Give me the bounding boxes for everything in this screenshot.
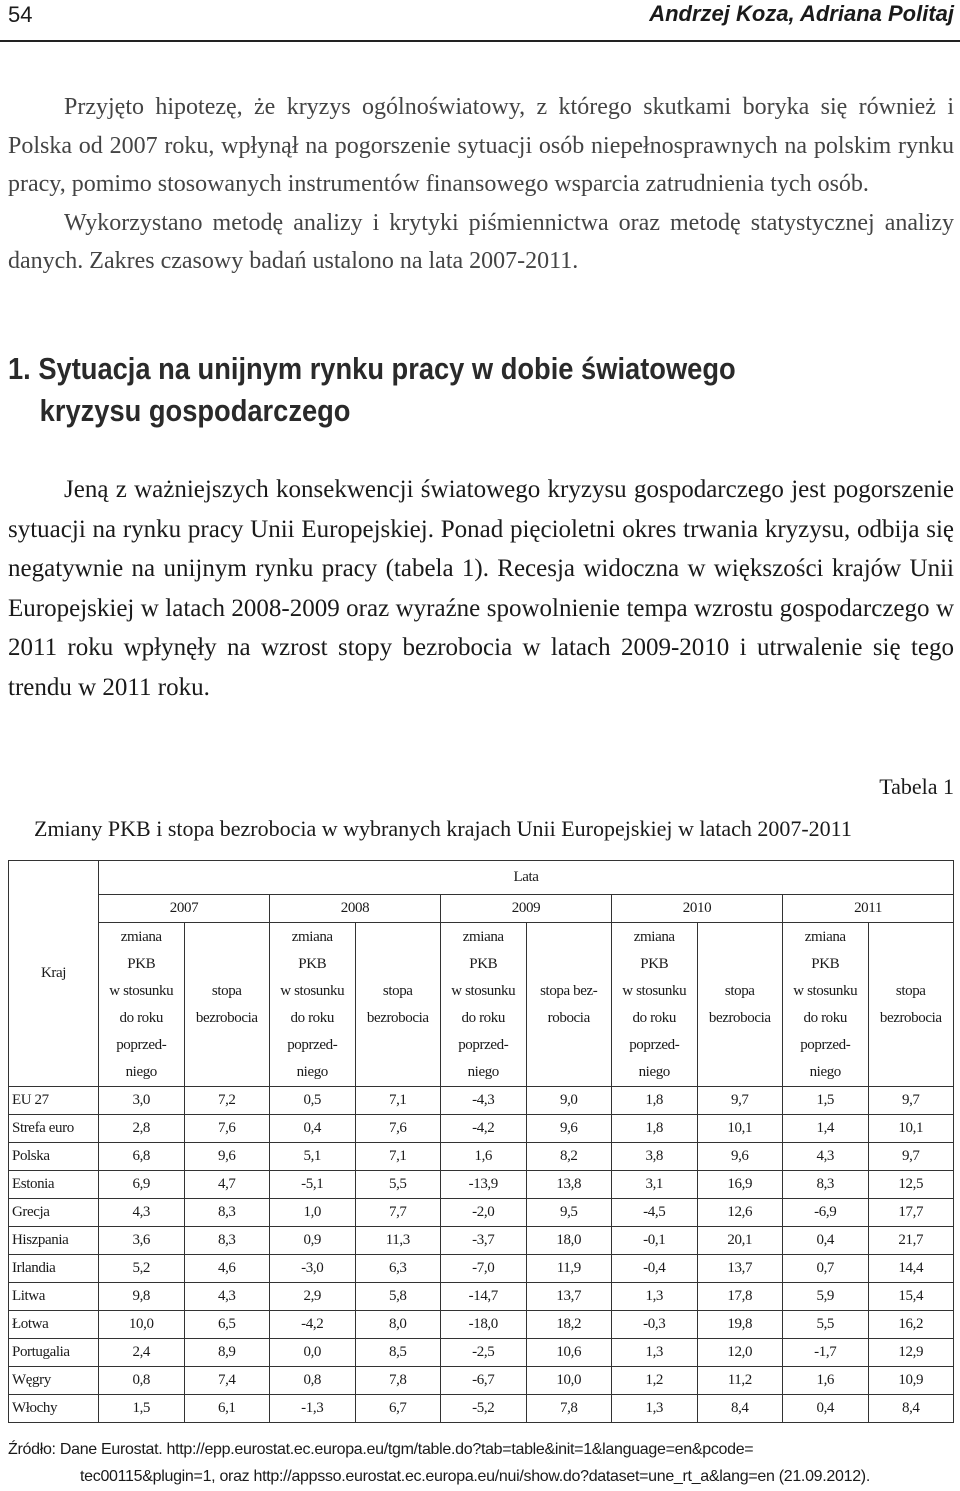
source-line-1: Źródło: Dane Eurostat. http://epp.eurostat.ec.europa.eu/tgm/table.do?tab=table&init=1&language=en&pcode=: [8, 1441, 754, 1458]
unemployment-rate-cell: 13,8: [526, 1171, 612, 1199]
pkb-change-cell: -0,4: [612, 1255, 698, 1283]
pkb-change-cell: 3,0: [99, 1087, 185, 1115]
subheader-stopa-line: stopa: [382, 982, 413, 999]
column-header-lata: Lata: [99, 861, 954, 895]
pkb-change-cell: 5,5: [783, 1311, 869, 1339]
header-rule: [0, 40, 960, 42]
unemployment-rate-cell: 9,7: [868, 1087, 954, 1115]
source-note: [8, 1436, 956, 1490]
unemployment-rate-cell: 11,3: [355, 1227, 441, 1255]
subheader-pkb-change: [783, 923, 869, 1087]
unemployment-rate-cell: 7,6: [355, 1115, 441, 1143]
pkb-change-cell: -3,7: [441, 1227, 527, 1255]
year-header: 2011: [783, 895, 954, 923]
country-cell: EU 27: [9, 1087, 99, 1115]
table-row: [9, 1339, 954, 1367]
subheader-pkb-line: poprzed-: [287, 1036, 338, 1053]
year-header: 2007: [99, 895, 270, 923]
unemployment-rate-cell: 8,0: [355, 1311, 441, 1339]
table-label: Tabela 1: [879, 774, 954, 799]
pkb-change-cell: 1,8: [612, 1115, 698, 1143]
subheader-pkb-change: [270, 923, 356, 1087]
unemployment-rate-cell: 17,7: [868, 1199, 954, 1227]
pkb-change-cell: 0,5: [270, 1087, 356, 1115]
unemployment-rate-cell: 7,1: [355, 1143, 441, 1171]
pkb-change-cell: 3,8: [612, 1143, 698, 1171]
unemployment-rate-cell: 12,6: [697, 1199, 783, 1227]
unemployment-rate-cell: 6,1: [184, 1395, 270, 1423]
unemployment-rate-cell: 9,5: [526, 1199, 612, 1227]
page-number: 54: [8, 2, 33, 27]
unemployment-rate-cell: 7,6: [184, 1115, 270, 1143]
unemployment-rate-cell: 20,1: [697, 1227, 783, 1255]
intro-paragraph-2: Wykorzystano metodę analizy i krytyki piśmiennictwa oraz metodę statystycznej analizy danych. Zakres czasowy badań ustalono na lata 2007-2011.: [8, 209, 954, 274]
pkb-change-cell: 6,9: [99, 1171, 185, 1199]
table-row: [9, 1171, 954, 1199]
subheader-pkb-line: do roku: [290, 1009, 334, 1026]
pkb-change-cell: 0,8: [270, 1367, 356, 1395]
running-header-authors: Andrzej Koza, Adriana Politaj: [649, 1, 954, 26]
unemployment-rate-cell: 9,7: [868, 1143, 954, 1171]
pkb-change-cell: -0,1: [612, 1227, 698, 1255]
pkb-change-cell: 1,5: [783, 1087, 869, 1115]
unemployment-rate-cell: 8,3: [184, 1227, 270, 1255]
unemployment-rate-cell: 8,4: [697, 1395, 783, 1423]
unemployment-rate-cell: 12,5: [868, 1171, 954, 1199]
subheader-pkb-line: w stosunku: [451, 982, 516, 999]
unemployment-rate-cell: 6,5: [184, 1311, 270, 1339]
pkb-change-cell: -4,2: [441, 1115, 527, 1143]
unemployment-rate-cell: 6,3: [355, 1255, 441, 1283]
pkb-change-cell: 1,4: [783, 1115, 869, 1143]
table-row: [9, 1395, 954, 1423]
table-row: [9, 1115, 954, 1143]
country-cell: Irlandia: [9, 1255, 99, 1283]
pkb-change-cell: 3,1: [612, 1171, 698, 1199]
unemployment-rate-cell: 15,4: [868, 1283, 954, 1311]
unemployment-rate-cell: 13,7: [526, 1283, 612, 1311]
pkb-change-cell: 0,4: [783, 1395, 869, 1423]
pkb-change-cell: -4,3: [441, 1087, 527, 1115]
unemployment-rate-cell: 9,6: [697, 1143, 783, 1171]
year-header: 2010: [612, 895, 783, 923]
subheader-pkb-line: PKB: [811, 955, 840, 972]
pkb-change-cell: -13,9: [441, 1171, 527, 1199]
pkb-change-cell: -5,2: [441, 1395, 527, 1423]
unemployment-rate-cell: 16,9: [697, 1171, 783, 1199]
country-cell: Łotwa: [9, 1311, 99, 1339]
section-title-line-2: kryzysu gospodarczego: [39, 393, 351, 428]
country-cell: Portugalia: [9, 1339, 99, 1367]
pkb-change-cell: 3,6: [99, 1227, 185, 1255]
pkb-change-cell: -5,1: [270, 1171, 356, 1199]
pkb-change-cell: -2,0: [441, 1199, 527, 1227]
unemployment-rate-cell: 18,2: [526, 1311, 612, 1339]
unemployment-rate-cell: 6,7: [355, 1395, 441, 1423]
subheader-pkb-line: poprzed-: [629, 1036, 680, 1053]
pkb-change-cell: -0,3: [612, 1311, 698, 1339]
unemployment-rate-cell: 12,9: [868, 1339, 954, 1367]
subheader-stopa-line: robocia: [547, 1009, 590, 1026]
subheader-pkb-line: w stosunku: [280, 982, 345, 999]
subheader-unemployment-rate: [526, 923, 612, 1087]
pkb-change-cell: 1,3: [612, 1283, 698, 1311]
subheader-stopa-line: stopa bez-: [540, 982, 598, 999]
unemployment-rate-cell: 10,6: [526, 1339, 612, 1367]
subheader-pkb-line: niego: [296, 1063, 328, 1080]
unemployment-rate-cell: 8,4: [868, 1395, 954, 1423]
table-caption: Zmiany PKB i stopa bezrobocia w wybranych krajach Unii Europejskiej w latach 2007-2011: [34, 816, 852, 841]
subheader-unemployment-rate: [697, 923, 783, 1087]
pkb-change-cell: -1,7: [783, 1339, 869, 1367]
country-cell: Węgry: [9, 1367, 99, 1395]
subheader-unemployment-rate: [868, 923, 954, 1087]
unemployment-rate-cell: 11,9: [526, 1255, 612, 1283]
subheader-pkb-line: PKB: [469, 955, 498, 972]
subheader-pkb-line: w stosunku: [793, 982, 858, 999]
unemployment-rate-cell: 14,4: [868, 1255, 954, 1283]
pkb-change-cell: 0,9: [270, 1227, 356, 1255]
subheader-pkb-line: do roku: [632, 1009, 676, 1026]
intro-paragraph-1: Przyjęto hipotezę, że kryzys ogólnoświatowy, z którego skutkami boryka się również i Polska od 2007 roku, wpłynął na pogorszenie sytuacji osób niepełnosprawnych na polskim rynku pracy, pomimo stosowanych instrumentów finansowego wsparcia zatrudnienia tych osób.: [8, 94, 954, 197]
table-row: [9, 1199, 954, 1227]
subheader-pkb-line: w stosunku: [109, 982, 174, 999]
subheader-pkb-line: poprzed-: [800, 1036, 851, 1053]
unemployment-rate-cell: 21,7: [868, 1227, 954, 1255]
subheader-stopa-line: stopa: [895, 982, 926, 999]
pkb-change-cell: 8,3: [783, 1171, 869, 1199]
gdp-unemployment-table: [8, 860, 954, 1423]
unemployment-rate-cell: 16,2: [868, 1311, 954, 1339]
pkb-change-cell: 9,8: [99, 1283, 185, 1311]
pkb-change-cell: 2,9: [270, 1283, 356, 1311]
subheader-pkb-line: zmiana: [462, 928, 504, 945]
unemployment-rate-cell: 4,3: [184, 1283, 270, 1311]
subheader-stopa-line: bezrobocia: [195, 1009, 258, 1026]
pkb-change-cell: 6,8: [99, 1143, 185, 1171]
country-cell: Strefa euro: [9, 1115, 99, 1143]
subheader-pkb-line: do roku: [119, 1009, 163, 1026]
country-cell: Polska: [9, 1143, 99, 1171]
subheader-stopa-line: bezrobocia: [708, 1009, 771, 1026]
unemployment-rate-cell: 10,1: [697, 1115, 783, 1143]
subheader-stopa-line: stopa: [724, 982, 755, 999]
subheader-stopa-line: bezrobocia: [879, 1009, 942, 1026]
pkb-change-cell: -18,0: [441, 1311, 527, 1339]
section-title: [8, 348, 840, 432]
subheader-pkb-line: zmiana: [120, 928, 162, 945]
unemployment-rate-cell: 9,0: [526, 1087, 612, 1115]
subheader-pkb-line: do roku: [803, 1009, 847, 1026]
source-line-2: tec00115&plugin=1, oraz http://appsso.eurostat.ec.europa.eu/nui/show.do?dataset=une_rt_a&lang=en (21.09.2012).: [80, 1468, 870, 1485]
unemployment-rate-cell: 7,2: [184, 1087, 270, 1115]
subheader-pkb-line: zmiana: [804, 928, 846, 945]
country-cell: Litwa: [9, 1283, 99, 1311]
unemployment-rate-cell: 10,0: [526, 1367, 612, 1395]
unemployment-rate-cell: 7,8: [526, 1395, 612, 1423]
unemployment-rate-cell: 9,6: [184, 1143, 270, 1171]
unemployment-rate-cell: 7,1: [355, 1087, 441, 1115]
unemployment-rate-cell: 8,5: [355, 1339, 441, 1367]
pkb-change-cell: 1,3: [612, 1395, 698, 1423]
country-cell: Włochy: [9, 1395, 99, 1423]
table-row: [9, 1227, 954, 1255]
pkb-change-cell: 5,1: [270, 1143, 356, 1171]
column-header-kraj: Kraj: [9, 861, 99, 1087]
subheader-pkb-line: niego: [809, 1063, 841, 1080]
unemployment-rate-cell: 7,8: [355, 1367, 441, 1395]
country-cell: Hiszpania: [9, 1227, 99, 1255]
unemployment-rate-cell: 5,5: [355, 1171, 441, 1199]
table-row: [9, 1311, 954, 1339]
table-row: [9, 1087, 954, 1115]
pkb-change-cell: -1,3: [270, 1395, 356, 1423]
intro-text: [8, 88, 954, 281]
pkb-change-cell: 4,3: [783, 1143, 869, 1171]
table-row: [9, 1255, 954, 1283]
subheader-pkb-line: PKB: [640, 955, 669, 972]
pkb-change-cell: 0,0: [270, 1339, 356, 1367]
unemployment-rate-cell: 5,8: [355, 1283, 441, 1311]
running-header: [0, 0, 960, 40]
subheader-pkb-line: poprzed-: [116, 1036, 167, 1053]
unemployment-rate-cell: 8,3: [184, 1199, 270, 1227]
subheader-pkb-change: [441, 923, 527, 1087]
pkb-change-cell: 2,8: [99, 1115, 185, 1143]
pkb-change-cell: 1,2: [612, 1367, 698, 1395]
subheader-stopa-line: stopa: [211, 982, 242, 999]
unemployment-rate-cell: 11,2: [697, 1367, 783, 1395]
country-cell: Grecja: [9, 1199, 99, 1227]
pkb-change-cell: 0,8: [99, 1367, 185, 1395]
subheader-pkb-line: do roku: [461, 1009, 505, 1026]
pkb-change-cell: 0,7: [783, 1255, 869, 1283]
unemployment-rate-cell: 7,7: [355, 1199, 441, 1227]
unemployment-rate-cell: 7,4: [184, 1367, 270, 1395]
pkb-change-cell: 1,0: [270, 1199, 356, 1227]
subheader-pkb-line: niego: [467, 1063, 499, 1080]
unemployment-rate-cell: 13,7: [697, 1255, 783, 1283]
pkb-change-cell: -7,0: [441, 1255, 527, 1283]
pkb-change-cell: 0,4: [270, 1115, 356, 1143]
section-body: Jeną z ważniejszych konsekwencji światowego kryzysu gospodarczego jest pogorszenie sytuacji na rynku pracy Unii Europejskiej. Ponad pięcioletni okres trwania kryzysu, odbija się negatywnie na unijnym rynku pracy (tabela 1). Recesja widoczna w większości krajów Unii Europejskiej w latach 2008-2009 oraz wyraźne spowolnienie tempa wzrostu gospodarczego w 2011 roku wpłynęły na wzrost stopy bezrobocia w latach 2009-2010 i utrwalenie się tego trendu w 2011 roku.: [8, 476, 954, 701]
unemployment-rate-cell: 10,1: [868, 1115, 954, 1143]
unemployment-rate-cell: 9,7: [697, 1087, 783, 1115]
unemployment-rate-cell: 12,0: [697, 1339, 783, 1367]
pkb-change-cell: 10,0: [99, 1311, 185, 1339]
subheader-pkb-change: [612, 923, 698, 1087]
subheader-pkb-line: zmiana: [633, 928, 675, 945]
section-title-line-1: 1. Sytuacja na unijnym rynku pracy w dobie światowego: [8, 351, 736, 386]
pkb-change-cell: -14,7: [441, 1283, 527, 1311]
pkb-change-cell: 1,3: [612, 1339, 698, 1367]
table-row: [9, 1143, 954, 1171]
year-header: 2009: [441, 895, 612, 923]
table-row: [9, 1367, 954, 1395]
pkb-change-cell: -3,0: [270, 1255, 356, 1283]
pkb-change-cell: -4,5: [612, 1199, 698, 1227]
pkb-change-cell: 1,6: [441, 1143, 527, 1171]
subheader-pkb-change: [99, 923, 185, 1087]
subheader-pkb-line: zmiana: [291, 928, 333, 945]
pkb-change-cell: 1,8: [612, 1087, 698, 1115]
unemployment-rate-cell: 4,6: [184, 1255, 270, 1283]
subheader-pkb-line: w stosunku: [622, 982, 687, 999]
unemployment-rate-cell: 10,9: [868, 1367, 954, 1395]
country-cell: Estonia: [9, 1171, 99, 1199]
pkb-change-cell: -2,5: [441, 1339, 527, 1367]
unemployment-rate-cell: 8,9: [184, 1339, 270, 1367]
table-row: [9, 1283, 954, 1311]
pkb-change-cell: 2,4: [99, 1339, 185, 1367]
subheader-pkb-line: niego: [125, 1063, 157, 1080]
pkb-change-cell: -4,2: [270, 1311, 356, 1339]
unemployment-rate-cell: 17,8: [697, 1283, 783, 1311]
pkb-change-cell: 5,9: [783, 1283, 869, 1311]
subheader-pkb-line: PKB: [127, 955, 156, 972]
pkb-change-cell: -6,7: [441, 1367, 527, 1395]
subheader-unemployment-rate: [355, 923, 441, 1087]
year-header: 2008: [270, 895, 441, 923]
subheader-pkb-line: niego: [638, 1063, 670, 1080]
pkb-change-cell: 1,5: [99, 1395, 185, 1423]
pkb-change-cell: 1,6: [783, 1367, 869, 1395]
subheader-unemployment-rate: [184, 923, 270, 1087]
subheader-pkb-line: PKB: [298, 955, 327, 972]
unemployment-rate-cell: 9,6: [526, 1115, 612, 1143]
unemployment-rate-cell: 4,7: [184, 1171, 270, 1199]
pkb-change-cell: 5,2: [99, 1255, 185, 1283]
pkb-change-cell: 4,3: [99, 1199, 185, 1227]
pkb-change-cell: -6,9: [783, 1199, 869, 1227]
subheader-stopa-line: bezrobocia: [366, 1009, 429, 1026]
unemployment-rate-cell: 19,8: [697, 1311, 783, 1339]
pkb-change-cell: 0,4: [783, 1227, 869, 1255]
unemployment-rate-cell: 18,0: [526, 1227, 612, 1255]
subheader-pkb-line: poprzed-: [458, 1036, 509, 1053]
unemployment-rate-cell: 8,2: [526, 1143, 612, 1171]
